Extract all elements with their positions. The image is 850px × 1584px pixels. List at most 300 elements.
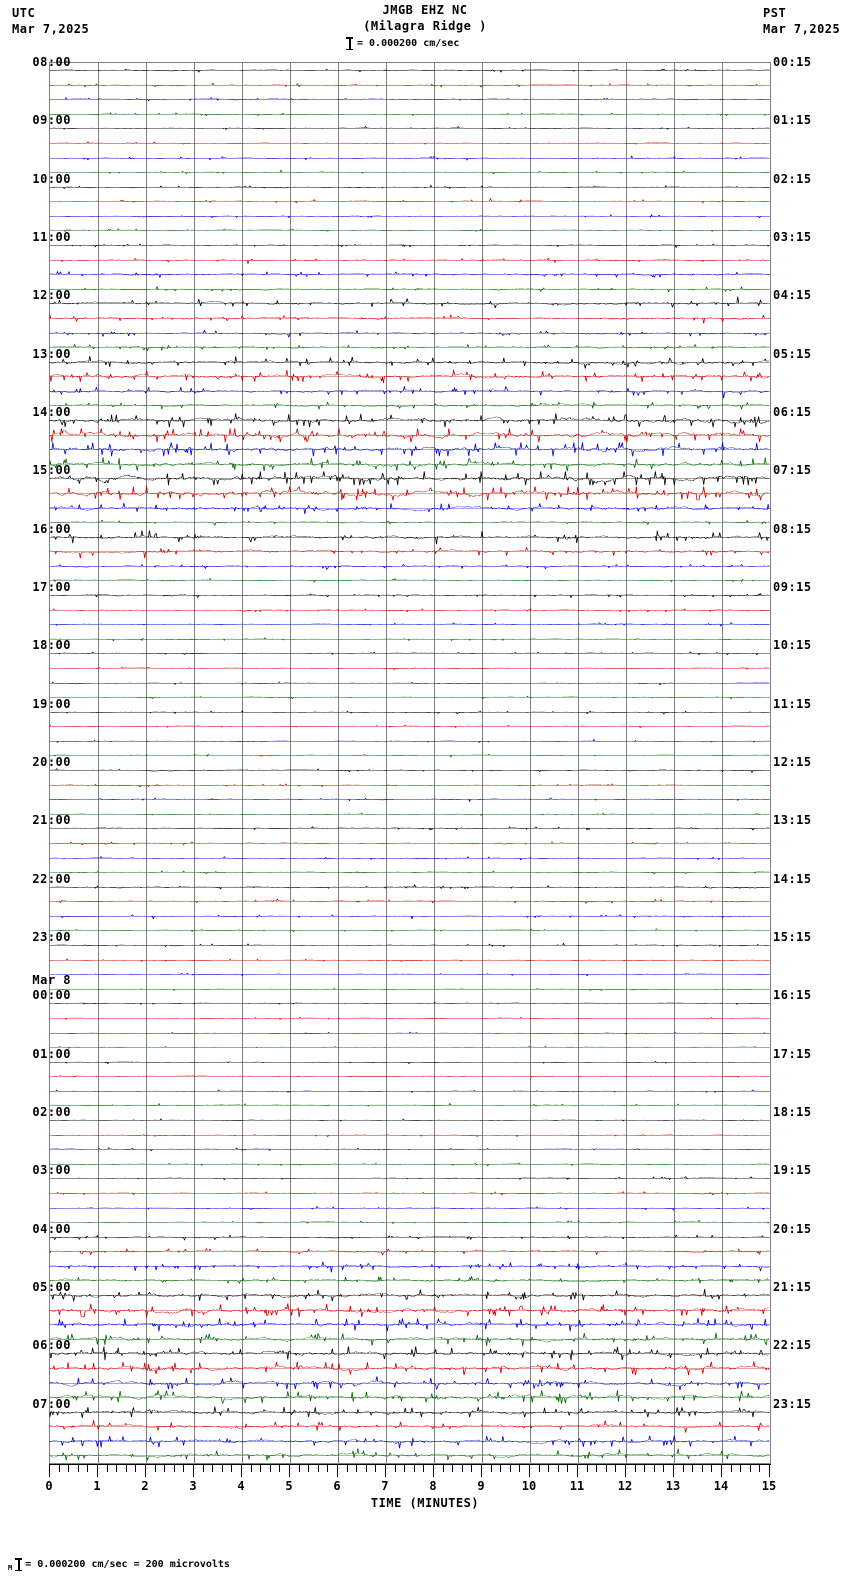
- axis-tick: [337, 1464, 338, 1477]
- chart-header: [0, 0, 850, 62]
- trace-waveform: [50, 1318, 769, 1331]
- axis-tick: [203, 1464, 204, 1472]
- footer-scale-text: = 0.000200 cm/sec = 200 microvolts: [25, 1559, 230, 1570]
- utc-time-label-20-00: 20:00: [32, 755, 71, 769]
- pst-time-label-21-15: 21:15: [773, 1280, 812, 1294]
- trace-row: [50, 748, 770, 763]
- axis-tick: [615, 1464, 616, 1472]
- utc-time-label-08-00: 08:00: [32, 55, 71, 69]
- axis-tick: [491, 1464, 492, 1472]
- utc-time-label-07-00: 07:00: [32, 1396, 71, 1411]
- trace-waveform: [50, 1119, 769, 1121]
- pst-timezone-label: PST: [763, 6, 787, 20]
- trace-row: [50, 1273, 770, 1288]
- trace-row: [50, 1069, 770, 1084]
- pst-time-label-03-15: 03:15: [773, 230, 812, 244]
- trace-waveform: [50, 755, 769, 758]
- axis-tick-label-3: 3: [189, 1479, 197, 1493]
- trace-row: [50, 661, 770, 676]
- trace-row: [50, 1142, 770, 1157]
- trace-row: [50, 151, 770, 166]
- trace-row: [50, 1098, 770, 1113]
- trace-waveform: [50, 127, 769, 130]
- axis-tick-label-13: 13: [665, 1479, 681, 1493]
- utc-time-label-11-00: 11:00: [32, 230, 71, 244]
- trace-row: [50, 676, 770, 691]
- axis-tick-label-10: 10: [521, 1479, 537, 1493]
- axis-tick: [423, 1464, 424, 1472]
- axis-tick: [462, 1464, 463, 1472]
- trace-row: [50, 1113, 770, 1128]
- ibeam-scale-icon: [346, 37, 353, 50]
- utc-time-label-23-00: 23:00: [32, 930, 71, 944]
- axis-tick: [692, 1464, 693, 1472]
- ibeam-scale-icon: [15, 1558, 22, 1571]
- trace-row: [50, 1448, 770, 1463]
- utc-time-label-17-00: 17:00: [32, 580, 71, 594]
- pst-time-label-09-15: 09:15: [773, 580, 812, 594]
- pst-time-label-11-15: 11:15: [773, 696, 812, 711]
- trace-waveform: [50, 315, 769, 324]
- axis-tick: [702, 1464, 703, 1472]
- trace-row: [50, 778, 770, 793]
- trace-row: [50, 909, 770, 924]
- axis-tick: [759, 1464, 760, 1472]
- axis-tick: [539, 1464, 540, 1472]
- trace-row: [50, 865, 770, 880]
- axis-tick: [49, 1464, 50, 1477]
- trace-row: [50, 1230, 770, 1245]
- trace-row: [50, 967, 770, 982]
- axis-tick: [126, 1464, 127, 1472]
- trace-row: [50, 880, 770, 895]
- trace-waveform: [50, 370, 769, 383]
- axis-tick: [212, 1464, 213, 1472]
- pst-time-label-18-15: 18:15: [773, 1105, 812, 1119]
- trace-row: [50, 734, 770, 749]
- axis-tick: [606, 1464, 607, 1472]
- trace-row: [50, 1084, 770, 1099]
- axis-tick: [625, 1464, 626, 1477]
- axis-tick: [587, 1464, 588, 1472]
- pst-date-label: Mar 7,2025: [763, 22, 841, 36]
- x-axis-title: TIME (MINUTES): [370, 1496, 480, 1510]
- trace-waveform: [50, 214, 769, 217]
- seismic-traces: [50, 63, 770, 1463]
- trace-waveform: [50, 1017, 769, 1019]
- trace-waveform: [50, 739, 769, 743]
- trace-waveform: [50, 1249, 769, 1256]
- trace-row: [50, 1317, 770, 1332]
- axis-tick: [308, 1464, 309, 1472]
- trace-waveform: [50, 929, 769, 932]
- axis-tick: [529, 1464, 530, 1477]
- axis-tick: [519, 1464, 520, 1472]
- trace-waveform: [50, 297, 769, 309]
- trace-waveform: [50, 520, 769, 526]
- axis-tick: [145, 1464, 146, 1477]
- axis-tick: [174, 1464, 175, 1472]
- trace-row: [50, 1390, 770, 1405]
- utc-time-label-06-00: 06:00: [32, 1338, 71, 1353]
- axis-tick: [740, 1464, 741, 1472]
- pst-time-label-00-15: 00:15: [773, 55, 812, 69]
- axis-tick-label-9: 9: [477, 1479, 485, 1493]
- utc-time-label-13-00: 13:00: [32, 346, 71, 361]
- trace-row: [50, 340, 770, 355]
- footer-scale-legend: [8, 1558, 230, 1571]
- axis-tick: [116, 1464, 117, 1472]
- trace-row: [50, 384, 770, 399]
- day-break-label: Mar 8: [32, 973, 71, 988]
- pst-time-label-12-15: 12:15: [773, 755, 812, 769]
- trace-row: [50, 486, 770, 501]
- trace-waveform: [50, 783, 769, 786]
- axis-tick: [548, 1464, 549, 1472]
- trace-waveform: [50, 725, 769, 728]
- utc-time-label-14-00: 14:00: [32, 405, 71, 419]
- trace-waveform: [50, 155, 769, 159]
- trace-row: [50, 1361, 770, 1376]
- trace-row: [50, 121, 770, 136]
- trace-row: [50, 253, 770, 268]
- trace-row: [50, 471, 770, 486]
- trace-waveform: [50, 769, 769, 773]
- trace-waveform: [50, 1277, 769, 1284]
- trace-waveform: [50, 988, 769, 990]
- pst-time-label-14-15: 14:15: [773, 871, 812, 886]
- axis-tick: [299, 1464, 300, 1472]
- axis-tick: [577, 1464, 578, 1477]
- trace-row: [50, 326, 770, 341]
- trace-row: [50, 953, 770, 968]
- trace-row: [50, 646, 770, 661]
- trace-row: [50, 851, 770, 866]
- trace-row: [50, 894, 770, 909]
- trace-row: [50, 457, 770, 472]
- trace-waveform: [50, 1449, 769, 1461]
- trace-row: [50, 836, 770, 851]
- scale-legend: [346, 37, 459, 50]
- scale-legend-text: = 0.000200 cm/sec: [357, 38, 460, 49]
- axis-tick-label-15: 15: [761, 1479, 777, 1493]
- trace-waveform: [50, 1390, 769, 1403]
- utc-time-label-04-00: 04:00: [32, 1221, 71, 1236]
- trace-row: [50, 632, 770, 647]
- trace-waveform: [50, 914, 769, 919]
- trace-waveform: [50, 1090, 769, 1093]
- axis-tick: [471, 1464, 472, 1472]
- trace-row: [50, 1011, 770, 1026]
- trace-row: [50, 1157, 770, 1172]
- trace-row: [50, 398, 770, 413]
- trace-waveform: [50, 402, 769, 410]
- axis-tick: [68, 1464, 69, 1472]
- x-axis-tick-labels: [0, 1479, 850, 1495]
- trace-waveform: [50, 593, 769, 597]
- axis-tick: [452, 1464, 453, 1472]
- utc-time-label-10-00: 10:00: [32, 171, 71, 186]
- axis-tick: [644, 1464, 645, 1472]
- trace-waveform: [50, 798, 769, 802]
- axis-tick: [318, 1464, 319, 1472]
- axis-tick-label-6: 6: [333, 1479, 341, 1493]
- axis-tick: [731, 1464, 732, 1472]
- site-name-title: (Milagra Ridge ): [363, 19, 487, 33]
- trace-waveform: [50, 623, 769, 627]
- axis-tick: [222, 1464, 223, 1472]
- axis-tick: [231, 1464, 232, 1472]
- axis-tick: [395, 1464, 396, 1472]
- footer-prefix: M: [8, 1563, 13, 1572]
- trace-row: [50, 165, 770, 180]
- axis-tick: [481, 1464, 482, 1477]
- axis-tick: [59, 1464, 60, 1472]
- trace-row: [50, 617, 770, 632]
- trace-row: [50, 690, 770, 705]
- axis-tick: [596, 1464, 597, 1472]
- trace-waveform: [50, 244, 769, 248]
- axis-tick: [260, 1464, 261, 1472]
- axis-tick-label-7: 7: [381, 1479, 389, 1493]
- trace-waveform: [50, 142, 769, 145]
- pst-time-label-22-15: 22:15: [773, 1338, 812, 1353]
- trace-row: [50, 296, 770, 311]
- trace-row: [50, 180, 770, 195]
- axis-tick: [251, 1464, 252, 1472]
- axis-tick: [567, 1464, 568, 1472]
- trace-row: [50, 1055, 770, 1070]
- trace-row: [50, 792, 770, 807]
- trace-row: [50, 136, 770, 151]
- station-title: JMGB EHZ NC: [382, 3, 468, 17]
- pst-time-label-01-15: 01:15: [773, 113, 812, 128]
- trace-waveform: [50, 1061, 769, 1063]
- utc-timezone-label: UTC: [12, 6, 36, 20]
- trace-waveform: [50, 943, 769, 947]
- pst-time-label-10-15: 10:15: [773, 638, 812, 653]
- utc-time-label-16-00: 16:00: [32, 521, 71, 536]
- utc-time-label-00-00: 00:00: [32, 988, 71, 1003]
- trace-row: [50, 588, 770, 603]
- trace-waveform: [50, 884, 769, 889]
- trace-row: [50, 996, 770, 1011]
- trace-row: [50, 1215, 770, 1230]
- trace-row: [50, 573, 770, 588]
- trace-row: [50, 223, 770, 238]
- pst-time-label-06-15: 06:15: [773, 405, 812, 419]
- trace-row: [50, 1376, 770, 1391]
- utc-time-label-02-00: 02:00: [32, 1105, 71, 1119]
- trace-row: [50, 238, 770, 253]
- trace-row: [50, 1244, 770, 1259]
- trace-row: [50, 1405, 770, 1420]
- trace-row: [50, 807, 770, 822]
- axis-tick: [510, 1464, 511, 1472]
- axis-tick-label-2: 2: [141, 1479, 149, 1493]
- trace-row: [50, 719, 770, 734]
- axis-tick: [750, 1464, 751, 1472]
- trace-row: [50, 763, 770, 778]
- axis-tick: [433, 1464, 434, 1477]
- trace-waveform: [50, 329, 769, 336]
- trace-row: [50, 369, 770, 384]
- axis-tick-label-8: 8: [429, 1479, 437, 1493]
- trace-row: [50, 1259, 770, 1274]
- axis-tick: [78, 1464, 79, 1472]
- pst-time-label-08-15: 08:15: [773, 521, 812, 536]
- axis-tick: [279, 1464, 280, 1472]
- pst-time-label-23-15: 23:15: [773, 1396, 812, 1411]
- trace-waveform: [50, 69, 769, 72]
- trace-row: [50, 428, 770, 443]
- axis-tick: [183, 1464, 184, 1472]
- utc-time-label-03-00: 03:00: [32, 1163, 71, 1178]
- utc-time-label-12-00: 12:00: [32, 288, 71, 303]
- utc-time-label-15-00: 15:00: [32, 463, 71, 478]
- utc-time-label-05-00: 05:00: [32, 1280, 71, 1294]
- axis-tick: [443, 1464, 444, 1472]
- trace-waveform: [50, 1134, 769, 1136]
- helicorder-plot: [49, 62, 771, 1464]
- x-axis-ticks: [49, 1464, 771, 1478]
- axis-tick: [241, 1464, 242, 1477]
- pst-time-label-02-15: 02:15: [773, 171, 812, 186]
- trace-waveform: [50, 1435, 769, 1448]
- pst-time-label-16-15: 16:15: [773, 988, 812, 1003]
- trace-row: [50, 938, 770, 953]
- axis-tick: [87, 1464, 88, 1472]
- pst-time-label-07-15: 07:15: [773, 463, 812, 478]
- trace-row: [50, 267, 770, 282]
- utc-time-label-22-00: 22:00: [32, 871, 71, 886]
- axis-tick: [721, 1464, 722, 1477]
- utc-time-label-09-00: 09:00: [32, 113, 71, 128]
- axis-tick: [500, 1464, 501, 1472]
- axis-tick: [663, 1464, 664, 1472]
- axis-tick: [366, 1464, 367, 1472]
- axis-tick: [107, 1464, 108, 1472]
- axis-tick: [385, 1464, 386, 1477]
- trace-row: [50, 501, 770, 516]
- axis-tick-label-12: 12: [617, 1479, 633, 1493]
- trace-waveform: [50, 258, 769, 264]
- axis-tick: [193, 1464, 194, 1477]
- trace-waveform: [50, 1046, 769, 1048]
- utc-time-label-21-00: 21:00: [32, 813, 71, 828]
- trace-waveform: [50, 547, 769, 558]
- axis-tick: [769, 1464, 770, 1477]
- trace-waveform: [50, 170, 769, 174]
- trace-row: [50, 92, 770, 107]
- axis-tick: [270, 1464, 271, 1472]
- axis-tick: [289, 1464, 290, 1477]
- axis-tick: [327, 1464, 328, 1472]
- trace-waveform: [50, 199, 769, 204]
- axis-tick: [155, 1464, 156, 1472]
- trace-waveform: [50, 1104, 769, 1107]
- trace-row: [50, 544, 770, 559]
- trace-row: [50, 282, 770, 297]
- axis-tick: [673, 1464, 674, 1477]
- utc-time-label-19-00: 19:00: [32, 696, 71, 711]
- trace-waveform: [50, 1262, 769, 1273]
- axis-tick-label-14: 14: [713, 1479, 729, 1493]
- axis-tick: [404, 1464, 405, 1472]
- pst-time-label-13-15: 13:15: [773, 813, 812, 828]
- trace-row: [50, 78, 770, 93]
- utc-time-label-01-00: 01:00: [32, 1046, 71, 1061]
- trace-row: [50, 1288, 770, 1303]
- trace-row: [50, 1303, 770, 1318]
- axis-tick-label-0: 0: [45, 1479, 53, 1493]
- axis-tick-label-1: 1: [93, 1479, 101, 1493]
- axis-tick-label-4: 4: [237, 1479, 245, 1493]
- trace-row: [50, 209, 770, 224]
- trace-row: [50, 1040, 770, 1055]
- trace-row: [50, 1332, 770, 1347]
- axis-tick: [97, 1464, 98, 1477]
- pst-time-label-04-15: 04:15: [773, 288, 812, 303]
- trace-row: [50, 603, 770, 618]
- trace-row: [50, 355, 770, 370]
- trace-row: [50, 63, 770, 78]
- axis-tick-label-5: 5: [285, 1479, 293, 1493]
- trace-waveform: [50, 1177, 769, 1180]
- trace-row: [50, 1434, 770, 1449]
- trace-waveform: [50, 681, 769, 684]
- trace-row: [50, 107, 770, 122]
- axis-tick-label-11: 11: [569, 1479, 585, 1493]
- trace-row: [50, 1171, 770, 1186]
- axis-tick: [711, 1464, 712, 1472]
- trace-row: [50, 982, 770, 997]
- axis-tick: [414, 1464, 415, 1472]
- axis-tick: [683, 1464, 684, 1472]
- trace-row: [50, 194, 770, 209]
- trace-waveform: [50, 973, 769, 976]
- trace-row: [50, 559, 770, 574]
- trace-row: [50, 705, 770, 720]
- axis-tick: [654, 1464, 655, 1472]
- utc-date-label: Mar 7,2025: [12, 22, 90, 36]
- trace-row: [50, 923, 770, 938]
- trace-waveform: [50, 185, 769, 188]
- trace-row: [50, 413, 770, 428]
- trace-waveform: [50, 1220, 769, 1224]
- trace-row: [50, 1419, 770, 1434]
- trace-waveform: [50, 344, 769, 351]
- trace-row: [50, 515, 770, 530]
- pst-time-label-20-15: 20:15: [773, 1221, 812, 1236]
- trace-row: [50, 311, 770, 326]
- pst-time-label-15-15: 15:15: [773, 930, 812, 944]
- axis-tick: [347, 1464, 348, 1472]
- trace-row: [50, 1186, 770, 1201]
- trace-row: [50, 530, 770, 545]
- trace-waveform: [50, 564, 769, 569]
- axis-tick: [135, 1464, 136, 1472]
- axis-tick: [164, 1464, 165, 1472]
- trace-row: [50, 821, 770, 836]
- axis-tick: [356, 1464, 357, 1472]
- pst-time-label-17-15: 17:15: [773, 1046, 812, 1061]
- axis-tick: [635, 1464, 636, 1472]
- trace-waveform: [50, 386, 769, 398]
- trace-row: [50, 442, 770, 457]
- trace-row: [50, 1346, 770, 1361]
- axis-tick: [375, 1464, 376, 1472]
